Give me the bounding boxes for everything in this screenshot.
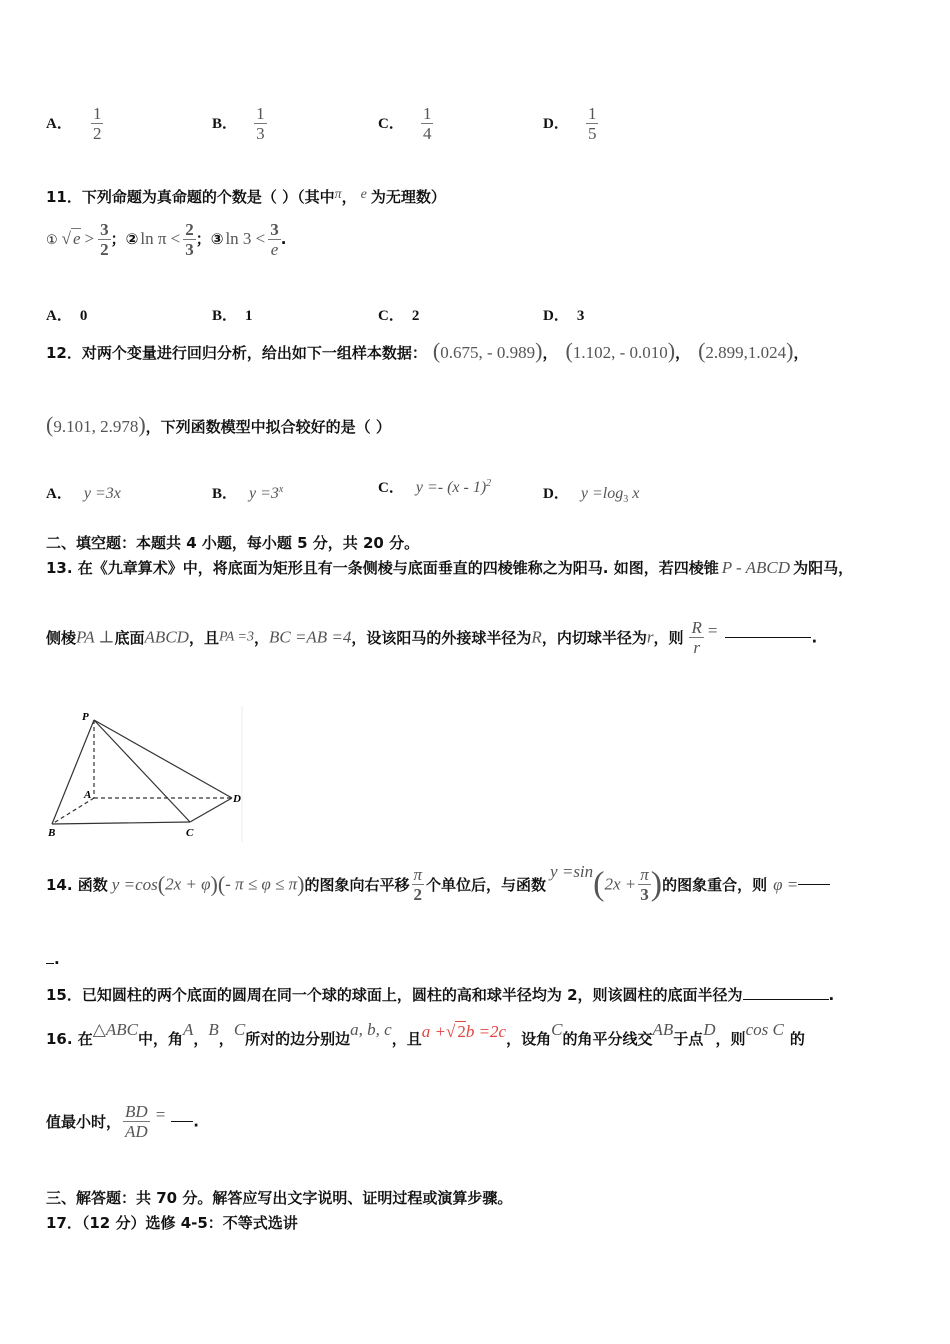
log-argument: x	[628, 485, 640, 502]
option-label: A．	[46, 116, 72, 132]
paren-close: )	[210, 871, 218, 897]
section-2-heading: 二、填空题：本题共 4 小题，每小题 5 分，共 20 分。	[46, 534, 420, 552]
denominator: 2	[100, 240, 109, 259]
data-point-2: 1.102, - 0.010	[572, 343, 668, 362]
answer-blank[interactable]	[743, 999, 829, 1000]
option-expression: y =- (x - 1)	[415, 479, 487, 496]
q12-stem-text: 12．对两个变量进行回归分析，给出如下一组样本数据：	[46, 344, 427, 362]
numerator: 1	[422, 104, 432, 123]
edge-cd	[190, 798, 232, 822]
math-pa-eq: PA =3	[218, 629, 254, 645]
fraction	[91, 104, 104, 143]
comma: ，	[675, 344, 691, 362]
option-expression: y =3	[249, 485, 279, 502]
option-label: D．	[543, 486, 569, 502]
math-condition-a: a +	[421, 1022, 446, 1041]
text: 值最小时，	[46, 1113, 122, 1131]
numerator: BD	[125, 1102, 148, 1121]
period: .	[54, 950, 60, 968]
q15-text: 15．已知圆柱的两个底面的圆周在同一个球的球面上，圆柱的高和球半径均为 2，则该圆柱的底面半径为	[46, 986, 743, 1004]
option-label: D．	[543, 116, 569, 132]
option-label: B．	[212, 116, 238, 132]
period: .	[193, 1112, 199, 1131]
option-label: A．	[46, 486, 72, 502]
paren-close: )	[786, 338, 794, 363]
paren-close: )	[650, 865, 663, 903]
math-range: - π ≤ φ ≤ π	[225, 874, 298, 894]
text: 所对的边分别边	[245, 1030, 351, 1048]
text: 侧棱	[46, 629, 77, 647]
denominator: 4	[422, 124, 432, 143]
circled-one: ①	[46, 233, 58, 248]
text: 的图象重合，则	[662, 876, 768, 894]
math-r: r	[646, 627, 654, 647]
edge-pb	[52, 720, 94, 824]
paren-open: (	[698, 338, 706, 363]
section-3-heading: 三、解答题：共 70 分。解答应写出文字说明、证明过程或演算步骤。	[46, 1189, 513, 1207]
denominator: 3	[256, 124, 265, 143]
text: 的图象向右平移	[304, 876, 410, 894]
comma: ，	[193, 1030, 209, 1048]
angle-b: B	[208, 1020, 219, 1039]
q10-option-c[interactable]	[378, 104, 433, 143]
comma: ，	[218, 1030, 234, 1048]
numerator: R	[691, 618, 702, 637]
fraction	[421, 104, 434, 143]
math-arg-2: 2x +	[604, 874, 637, 894]
option-label: B．	[212, 486, 238, 502]
math-bc-ab: BC =AB =4	[268, 627, 352, 647]
numerator: 1	[92, 104, 102, 123]
text: ，设角	[506, 1030, 552, 1048]
option-label: A．	[46, 308, 72, 324]
math-d: D	[703, 1020, 716, 1039]
radicand: e	[73, 229, 81, 248]
sqrt-expr: √ 2	[445, 1022, 466, 1041]
numerator: 3	[270, 220, 279, 239]
radicand: 2	[457, 1022, 466, 1041]
math-sin: y =sin	[550, 862, 594, 881]
period: .	[828, 986, 835, 1004]
q11-stem-text: 11．下列命题为真命题的个数是（ ）（其中	[46, 188, 335, 206]
fraction	[183, 220, 196, 259]
math-abcd: ABCD	[144, 627, 189, 647]
q11-option-b[interactable]	[212, 304, 253, 325]
denominator: AD	[125, 1122, 148, 1141]
ln3-expr: ln 3 <	[225, 229, 266, 248]
q16-line-2	[46, 1102, 199, 1141]
q13-text-end: 为阳马，	[793, 559, 854, 577]
pyramid-figure	[44, 706, 250, 842]
math-arg: 2x + φ	[165, 874, 211, 894]
fraction	[98, 220, 111, 259]
paren-open: (	[432, 338, 441, 363]
comma: ，	[542, 344, 558, 362]
text: ，则	[715, 1030, 746, 1048]
option-expression: y =3x	[83, 485, 121, 502]
q12-option-a[interactable]	[46, 482, 121, 503]
q11-propositions	[46, 220, 286, 259]
sqrt-expr: √ e	[61, 229, 81, 248]
math-cosc: cos C	[745, 1020, 784, 1039]
numerator: 3	[100, 220, 109, 239]
paren-close: )	[297, 871, 305, 897]
option-value: 0	[79, 308, 88, 324]
angle-c: C	[233, 1020, 246, 1039]
edge-pc	[94, 720, 190, 822]
q15	[46, 984, 834, 1005]
denominator: 3	[185, 240, 194, 259]
option-label: C．	[378, 116, 404, 132]
math-pa-perp: PA ⊥	[76, 627, 115, 647]
math-ab: AB	[652, 1020, 674, 1039]
equals: =	[707, 621, 718, 640]
answer-blank[interactable]	[171, 1121, 193, 1122]
data-point-3: 2.899,1.024	[705, 343, 787, 362]
log-base: 3	[623, 494, 629, 505]
text: 中，角	[137, 1030, 183, 1048]
paren-open: (	[593, 865, 605, 903]
numerator: π	[640, 865, 649, 884]
text: 于点	[673, 1030, 704, 1048]
ln-pi-expr: ln π <	[140, 229, 181, 248]
q12-option-b[interactable]	[212, 482, 283, 503]
q11-option-c[interactable]	[378, 304, 419, 325]
option-expression: y =log	[580, 485, 624, 502]
data-point-4: 9.101, 2.978	[53, 417, 139, 436]
exponent: x	[278, 484, 284, 495]
period: .	[811, 628, 818, 647]
comma: ，	[793, 344, 809, 362]
vertex-label-p: P	[82, 711, 89, 723]
q12-option-d[interactable]	[543, 482, 639, 505]
q13-text: 13. 在《九章算术》中，将底面为矩形且有一条侧棱与底面垂直的四棱锥称之为阳马. 如图，若四棱锥	[46, 559, 719, 577]
q12-stem	[46, 338, 809, 364]
option-value: 1	[245, 308, 253, 324]
fraction	[268, 220, 281, 259]
q11-stem-tail: 为无理数）	[370, 188, 446, 206]
q17-heading: 17．（12 分）选修 4-5：不等式选讲	[46, 1214, 298, 1232]
math-sides: a, b, c	[350, 1020, 392, 1039]
denominator: 3	[640, 885, 649, 904]
vertex-label-c: C	[186, 827, 194, 839]
q11-option-d[interactable]	[543, 304, 584, 325]
shift-fraction	[412, 865, 425, 904]
text: 个单位后，与函数	[426, 876, 547, 894]
paren-open: (	[565, 338, 573, 363]
q12-stem-tail: ，下列函数模型中拟合较好的是（ ）	[145, 418, 391, 436]
denominator: 5	[587, 124, 597, 143]
numerator: 2	[185, 220, 194, 239]
math-condition-b: b =2c	[465, 1022, 507, 1041]
option-label: D．	[543, 308, 569, 324]
option-label: B．	[212, 308, 238, 324]
q13-line-1	[46, 557, 853, 578]
denominator: 2	[92, 124, 102, 143]
paren-close: )	[667, 338, 676, 363]
separator: ；③	[195, 230, 224, 248]
vertex-label-d: D	[233, 793, 241, 805]
pi-symbol: π	[334, 187, 342, 202]
text: ，且	[391, 1030, 422, 1048]
paren-open: (	[46, 412, 54, 437]
equals: =	[155, 1105, 166, 1124]
period: .	[280, 230, 287, 248]
separator: ；②	[110, 230, 139, 248]
math-triangle: △ABC	[92, 1020, 138, 1039]
edge-ab-hidden	[52, 798, 94, 824]
q11-option-a[interactable]	[46, 304, 87, 325]
fraction	[254, 104, 267, 143]
edge-pd	[94, 720, 232, 798]
text: ，则	[653, 629, 684, 647]
option-value: 2	[411, 308, 420, 324]
q10-option-d[interactable]	[543, 104, 598, 143]
gt-sign: >	[84, 229, 95, 248]
paren-close: )	[138, 412, 146, 437]
q10-option-b[interactable]	[212, 104, 267, 143]
e-symbol: e	[360, 187, 367, 202]
text: ，且	[188, 629, 219, 647]
q16-line-1	[46, 1020, 805, 1049]
text: ，内切球半径为	[541, 629, 647, 647]
option-label: C．	[378, 480, 404, 496]
denominator: 2	[413, 885, 423, 904]
paren-open: (	[157, 871, 166, 897]
q12-stem-2	[46, 412, 391, 438]
q11-stem	[46, 186, 446, 207]
edge-bc	[52, 822, 190, 824]
answer-blank[interactable]	[725, 637, 811, 638]
math-phi-eq: φ =	[773, 874, 799, 894]
paren-close: )	[535, 338, 543, 363]
q13-line-2	[46, 618, 817, 657]
option-label: C．	[378, 308, 404, 324]
ratio-fraction	[689, 618, 703, 657]
vertex-label-b: B	[48, 827, 56, 839]
option-value: 3	[576, 308, 585, 324]
math-cos: y =cos	[111, 874, 158, 894]
text: 底面	[114, 629, 145, 647]
phase-fraction	[638, 865, 651, 904]
numerator: 1	[587, 104, 597, 123]
text: ，	[253, 629, 269, 647]
text: ，设该阳马的外接球半径为	[351, 629, 532, 647]
fraction	[586, 104, 599, 143]
comma: ，	[341, 188, 357, 206]
denominator: e	[270, 240, 279, 259]
q10-option-a[interactable]	[46, 104, 103, 143]
pyramid-name: P - ABCD	[721, 558, 791, 577]
text: 的角平分线交	[562, 1030, 653, 1048]
numerator: π	[413, 865, 423, 884]
text: 14. 函数	[46, 876, 108, 894]
text: 16. 在	[46, 1030, 93, 1048]
vertex-label-a: A	[84, 789, 92, 801]
ratio-fraction	[123, 1102, 150, 1141]
answer-blank[interactable]	[798, 884, 830, 885]
q14-line-2	[46, 950, 60, 968]
denominator: r	[693, 638, 700, 657]
exponent: 2	[486, 478, 492, 489]
numerator: 1	[256, 104, 265, 123]
math-c: C	[551, 1020, 563, 1039]
math-R: R	[531, 627, 542, 647]
text: 的	[789, 1030, 805, 1048]
answer-blank-continued[interactable]	[46, 963, 54, 964]
data-point-1: 0.675, - 0.989	[440, 343, 536, 362]
q12-option-c[interactable]	[378, 476, 491, 497]
q14-line-1	[46, 862, 830, 904]
paren-open: (	[217, 871, 226, 897]
angle-a: A	[183, 1020, 194, 1039]
